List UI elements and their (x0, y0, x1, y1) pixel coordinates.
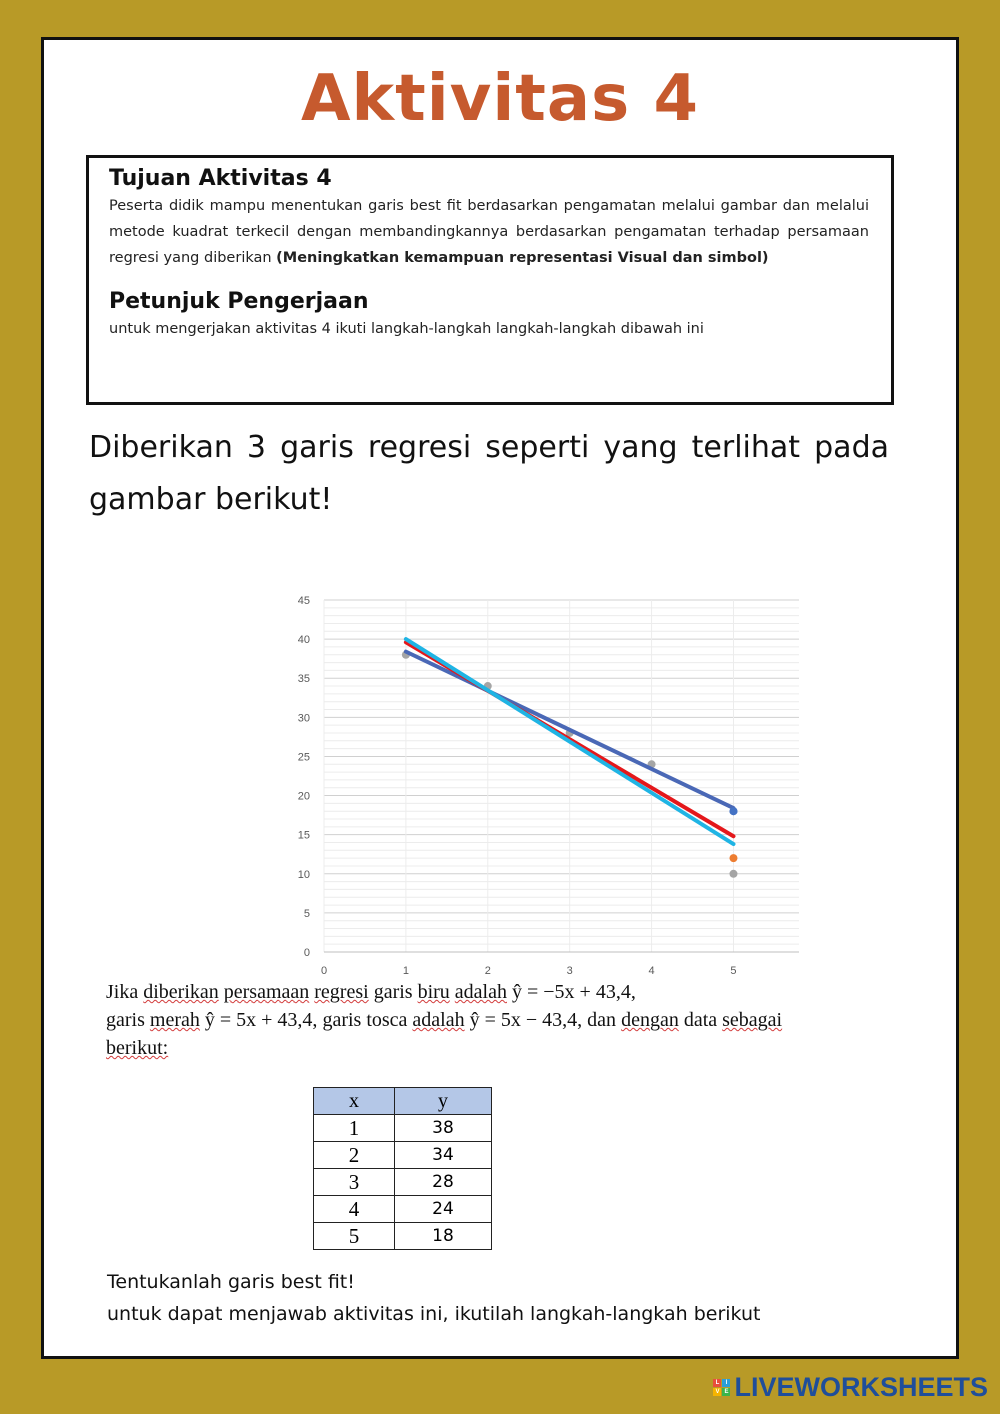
brand-name: LIVEWORKSHEETS (734, 1372, 988, 1402)
x-tick-label: 3 (566, 965, 573, 977)
task-text (107, 1266, 760, 1330)
goal-box (86, 155, 894, 405)
x-tick-label: 5 (730, 965, 737, 977)
task-line-1: Tentukanlah garis best fit! (107, 1271, 355, 1293)
y-tick-label: 45 (297, 595, 310, 607)
worksheet-page (41, 37, 959, 1359)
y-tick-label: 35 (297, 673, 310, 686)
table-cell-y: 24 (395, 1196, 492, 1223)
equation-text: Jika diberikan persamaan regresi garis biru adalah ŷ = −5x + 43,4, garis merah ŷ = 5x + 43,4, garis tosca adalah ŷ = 5x − 43,4, dan dengan data sebagai berikut: (106, 981, 783, 1059)
task-line-2: untuk dapat menjawab aktivitas ini, ikutilah langkah-langkah berikut (107, 1303, 761, 1325)
goal-text: Peserta didik mampu menentukan garis best fit berdasarkan pengamatan melalui gambar dan melalui metode kuadrat terkecil dengan membandingkannya berdasarkan pengamatan terhadap persamaan regresi yang diberikan (Meningkatkan kemampuan representasi Visual dan simbol) (109, 198, 869, 266)
y-tick-label: 30 (297, 712, 310, 725)
table-header-x: x (314, 1088, 395, 1115)
y-tick-label: 10 (297, 868, 310, 881)
table-header-y: y (395, 1088, 492, 1115)
logo-letter: E (724, 1389, 729, 1395)
table-cell-x: 5 (314, 1223, 395, 1250)
table-row (314, 1196, 492, 1223)
table-cell-x: 1 (314, 1115, 395, 1142)
y-tick-label: 5 (303, 907, 310, 920)
table-cell-x: 3 (314, 1169, 395, 1196)
y-tick-label: 25 (297, 751, 310, 764)
liveworksheets-logo-icon (713, 1379, 730, 1396)
y-tick-label: 0 (303, 947, 310, 959)
liveworksheets-brand[interactable] (713, 1372, 988, 1403)
table-cell-y: 28 (395, 1169, 492, 1196)
y-tick-label: 20 (297, 790, 310, 803)
x-tick-label: 2 (484, 965, 491, 977)
data-point (729, 807, 737, 815)
x-tick-label: 4 (648, 965, 655, 977)
page-title: Aktivitas 4 (301, 62, 699, 136)
table-row (314, 1142, 492, 1169)
x-tick-label: 1 (402, 965, 409, 977)
instructions-heading: Petunjuk Pengerjaan (109, 289, 369, 314)
data-point (729, 854, 737, 862)
data-point (729, 870, 737, 878)
data-table (313, 1087, 492, 1250)
table-cell-x: 4 (314, 1196, 395, 1223)
table-row (314, 1169, 492, 1196)
chart-svg (234, 550, 774, 977)
table-row (314, 1115, 492, 1142)
table-cell-y: 34 (395, 1142, 492, 1169)
regression-chart (234, 550, 774, 977)
table-header-row (314, 1088, 492, 1115)
table-row (314, 1223, 492, 1250)
instructions-text: untuk mengerjakan aktivitas 4 ikuti langkah-langkah langkah-langkah dibawah ini (109, 321, 704, 337)
logo-letter: L (713, 1379, 721, 1387)
y-tick-label: 40 (297, 634, 310, 647)
table-cell-x: 2 (314, 1142, 395, 1169)
table-cell-y: 18 (395, 1223, 492, 1250)
goal-bold-text: (Meningkatkan kemampuan representasi Visual dan simbol) (276, 250, 769, 266)
table-cell-y: 38 (395, 1115, 492, 1142)
logo-letter: V (715, 1389, 720, 1395)
logo-letter: I (722, 1379, 730, 1387)
x-tick-label: 0 (320, 965, 328, 977)
y-tick-label: 15 (297, 829, 310, 842)
intro-text: Diberikan 3 garis regresi seperti yang terlihat pada gambar berikut! (89, 430, 889, 517)
goal-heading: Tujuan Aktivitas 4 (109, 166, 332, 191)
